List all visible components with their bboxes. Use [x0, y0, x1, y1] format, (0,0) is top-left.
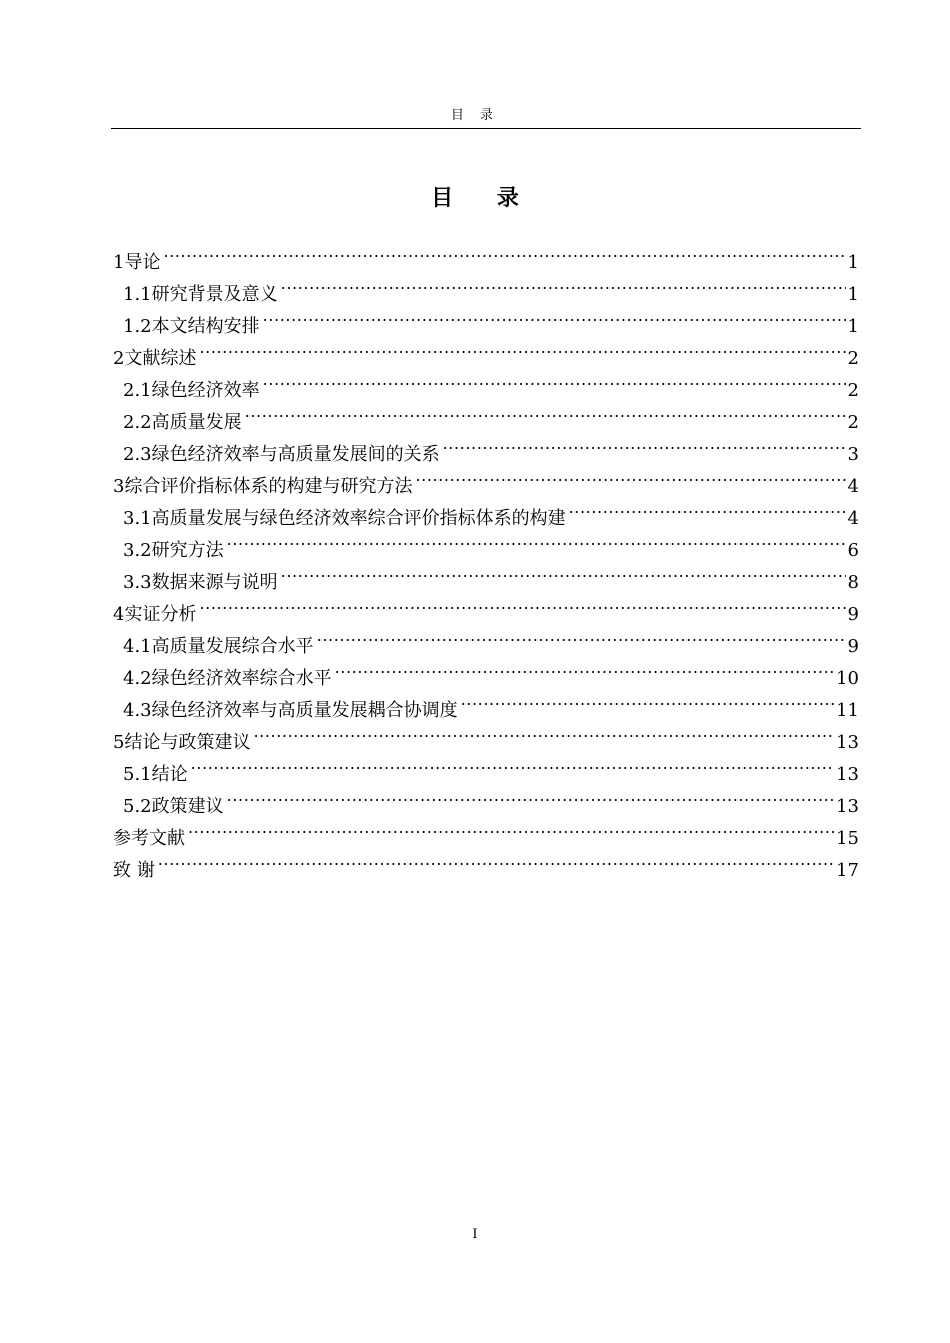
toc-entry-label: 4.1高质量发展综合水平 — [123, 636, 314, 657]
toc-entry-label: 3.1高质量发展与绿色经济效率综合评价指标体系的构建 — [123, 508, 566, 529]
toc-entry-page-number: 1 — [847, 252, 859, 273]
toc-entry[interactable] — [113, 332, 859, 369]
toc-entry-label: 4实证分析 — [113, 604, 197, 625]
toc-entry-page-number: 4 — [847, 508, 859, 529]
toc-entry-page-number: 17 — [836, 860, 859, 881]
toc-entry-page-number: 2 — [847, 380, 859, 401]
toc-entry-label: 5.2政策建议 — [123, 796, 224, 817]
toc-dot-leader — [281, 268, 846, 300]
toc-entry[interactable] — [113, 620, 859, 657]
toc-entry-label: 3.3数据来源与说明 — [123, 572, 278, 593]
toc-entry-label: 2.1绿色经济效率 — [123, 380, 260, 401]
toc-dot-leader — [158, 844, 834, 876]
toc-dot-leader — [317, 620, 846, 652]
page-title: 目 录 — [431, 186, 537, 211]
toc-entry-page-number: 1 — [847, 284, 859, 305]
toc-dot-leader — [569, 492, 846, 524]
toc-dot-leader — [263, 364, 846, 396]
toc-entry-page-number: 9 — [847, 604, 859, 625]
toc-dot-leader — [245, 396, 846, 428]
toc-entry[interactable] — [113, 748, 859, 785]
toc-entry-page-number: 9 — [847, 636, 859, 657]
toc-entry-page-number: 11 — [836, 700, 859, 721]
toc-dot-leader — [281, 556, 846, 588]
toc-dot-leader — [415, 460, 845, 492]
toc-entry-label: 1导论 — [113, 252, 161, 273]
toc-dot-leader — [443, 428, 846, 460]
toc-entry-page-number: 4 — [847, 476, 859, 497]
running-header: 目 录 — [450, 108, 500, 123]
toc-entry-page-number: 2 — [847, 348, 859, 369]
toc-entry[interactable] — [113, 236, 859, 273]
toc-entry-label: 1.2本文结构安排 — [123, 316, 260, 337]
toc-dot-leader — [253, 716, 834, 748]
toc-entry[interactable] — [113, 364, 859, 401]
toc-dot-leader — [188, 812, 834, 844]
toc-entry[interactable] — [113, 268, 859, 305]
toc-dot-leader — [227, 524, 846, 556]
toc-entry-page-number: 13 — [836, 764, 859, 785]
toc-entry-label: 1.1研究背景及意义 — [123, 284, 278, 305]
toc-entry-page-number: 15 — [836, 828, 859, 849]
toc-entry-page-number: 13 — [836, 796, 859, 817]
toc-dot-leader — [335, 652, 834, 684]
toc-dot-leader — [163, 236, 845, 268]
toc-entry[interactable] — [113, 844, 859, 881]
toc-entry-label: 2.2高质量发展 — [123, 412, 242, 433]
toc-dot-leader — [227, 780, 834, 812]
toc-dot-leader — [263, 300, 846, 332]
toc-entry-label: 参考文献 — [113, 828, 185, 849]
toc-dot-leader — [199, 588, 845, 620]
toc-entry-label: 2文献综述 — [113, 348, 197, 369]
toc-entry-page-number: 6 — [847, 540, 859, 561]
toc-entry-label: 2.3绿色经济效率与高质量发展间的关系 — [123, 444, 440, 465]
toc-entry[interactable] — [113, 588, 859, 625]
toc-entry-label: 4.2绿色经济效率综合水平 — [123, 668, 332, 689]
toc-entry-label: 5结论与政策建议 — [113, 732, 251, 753]
toc-entry[interactable] — [113, 812, 859, 849]
toc-dot-leader — [461, 684, 834, 716]
toc-entry-page-number: 10 — [836, 668, 859, 689]
toc-entry-label: 5.1结论 — [123, 764, 188, 785]
toc-entry-page-number: 8 — [847, 572, 859, 593]
toc-entry-label: 3.2研究方法 — [123, 540, 224, 561]
toc-dot-leader — [191, 748, 834, 780]
toc-entry-page-number: 3 — [847, 444, 859, 465]
header-divider — [111, 128, 861, 129]
toc-dot-leader — [199, 332, 845, 364]
toc-entry-page-number: 2 — [847, 412, 859, 433]
toc-entry-label: 致 谢 — [113, 860, 155, 881]
toc-entry[interactable] — [113, 780, 859, 817]
table-of-contents — [113, 236, 859, 881]
toc-entry-label: 3综合评价指标体系的构建与研究方法 — [113, 476, 413, 497]
toc-entry-page-number: 1 — [847, 316, 859, 337]
toc-entry-page-number: 13 — [836, 732, 859, 753]
page-number: I — [472, 1227, 478, 1242]
toc-entry-label: 4.3绿色经济效率与高质量发展耦合协调度 — [123, 700, 458, 721]
